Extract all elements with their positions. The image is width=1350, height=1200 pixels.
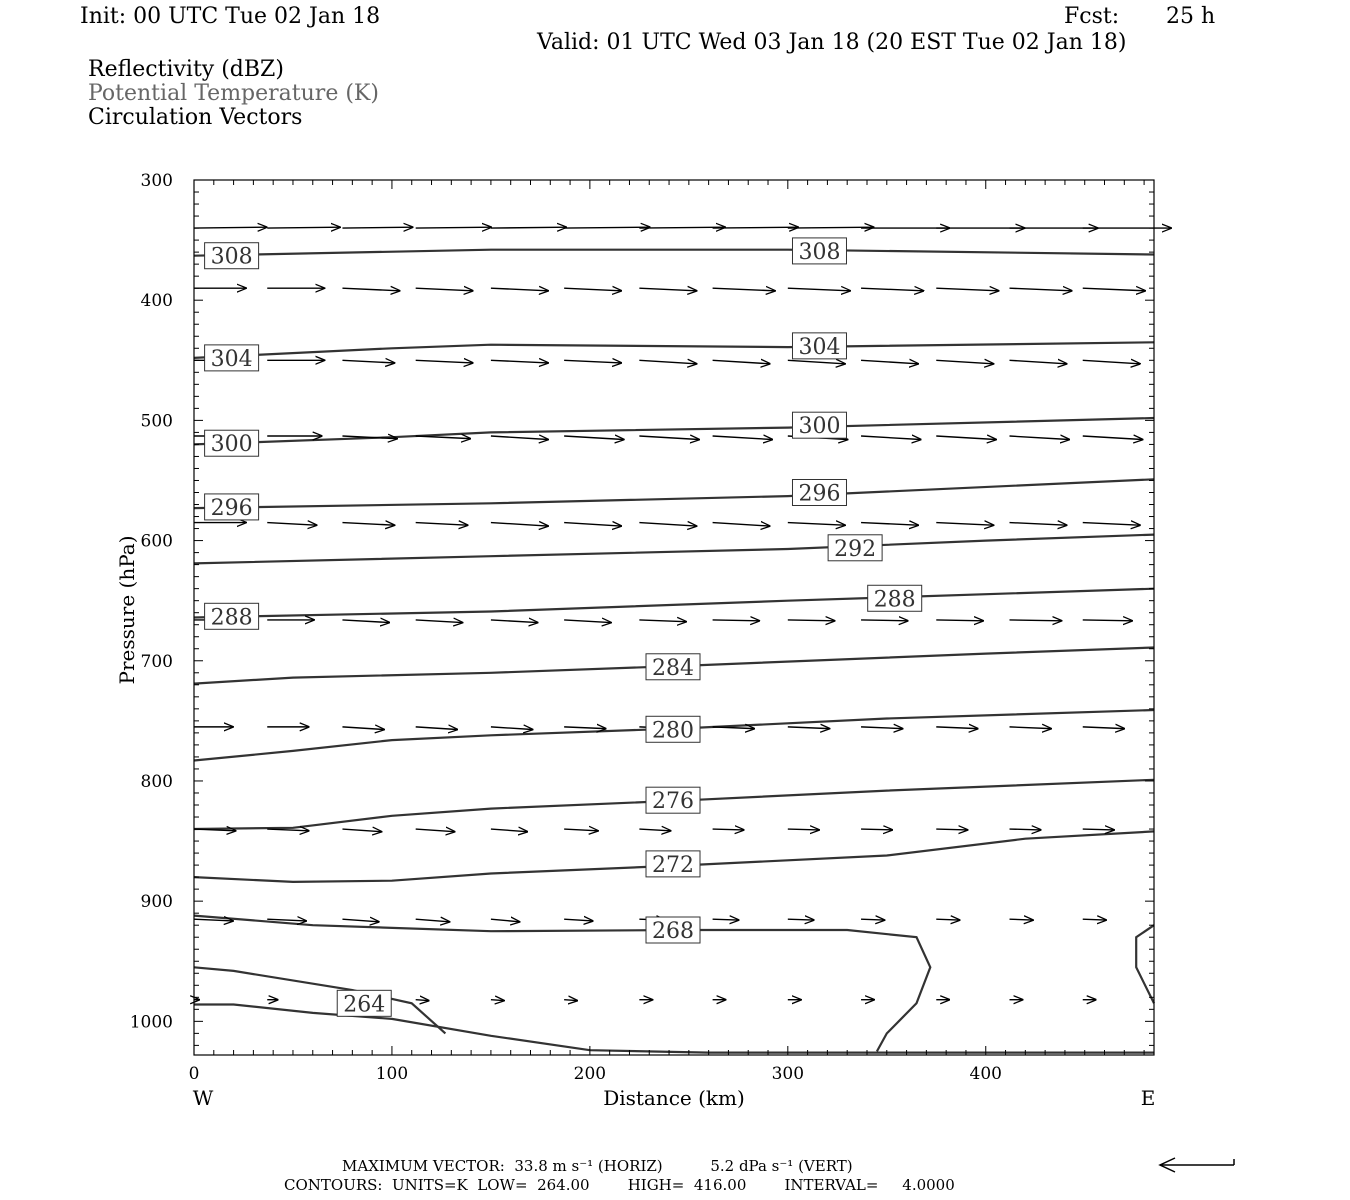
- circulation-vector: [639, 620, 686, 622]
- circulation-vector: [267, 919, 306, 921]
- y-tick-label: 800: [140, 771, 173, 792]
- circulation-vector: [861, 829, 892, 830]
- circulation-vector: [936, 919, 959, 920]
- circulation-vector: [416, 288, 473, 291]
- circulation-vector: [861, 523, 918, 526]
- circulation-vector: [564, 227, 650, 228]
- circulation-vector: [713, 288, 775, 291]
- circulation-vector: [267, 227, 340, 228]
- init-time: Init: 00 UTC Tue 02 Jan 18: [80, 4, 381, 29]
- forecast-label: Fcst:: [1064, 4, 1120, 29]
- x-tick-label: 400: [969, 1064, 1002, 1084]
- circulation-vector: [936, 727, 977, 729]
- circulation-vector: [1010, 919, 1033, 920]
- circulation-vector: [416, 829, 455, 832]
- circulation-vector: [713, 523, 770, 527]
- circulation-vector: [342, 227, 412, 228]
- circulation-vector: [342, 727, 383, 730]
- circulation-vector: [788, 919, 814, 920]
- contour-label-296: 296: [210, 495, 253, 521]
- circulation-vector: [936, 436, 996, 440]
- circulation-vector: [491, 919, 520, 922]
- y-tick-label: 600: [140, 531, 173, 552]
- circulation-vector: [416, 227, 491, 228]
- y-tick-label: 500: [140, 411, 173, 432]
- circulation-vector: [564, 523, 621, 527]
- circulation-vector: [861, 620, 908, 621]
- x-tick-label: 200: [573, 1064, 607, 1084]
- x-axis-label: Distance (km): [603, 1086, 745, 1110]
- circulation-vector: [788, 829, 819, 830]
- circulation-vector: [491, 360, 548, 363]
- x-tick-label: 0: [188, 1064, 200, 1084]
- circulation-vector: [491, 523, 548, 527]
- y-tick-label: 1000: [129, 1012, 173, 1033]
- circulation-vector: [416, 523, 468, 526]
- circulation-vector: [416, 1000, 429, 1001]
- circulation-vector: [1083, 727, 1124, 729]
- circulation-vector: [713, 727, 754, 729]
- contour-label-layer: [205, 238, 922, 1017]
- circulation-vector: [491, 620, 538, 623]
- forecast-hour: 25 h: [1166, 4, 1216, 29]
- circulation-vector: [342, 360, 394, 363]
- circulation-vector: [1010, 436, 1070, 440]
- y-axis-label: Pressure (hPa): [115, 535, 139, 685]
- contour-296: [194, 479, 1154, 508]
- footer-max-vector: MAXIMUM VECTOR: 33.8 m s⁻¹ (HORIZ) 5.2 dPa s⁻¹ (VERT): [342, 1157, 853, 1175]
- circulation-vector: [564, 829, 598, 831]
- circulation-vector: [564, 1000, 577, 1001]
- circulation-vector: [788, 620, 835, 621]
- circulation-vector: [788, 360, 845, 364]
- circulation-vector: [861, 436, 921, 440]
- circulation-vector: [788, 727, 829, 729]
- circulation-vector: [861, 288, 923, 291]
- contour-label-264: 264: [343, 992, 386, 1018]
- circulation-vector: [936, 620, 983, 621]
- circulation-vector: [564, 919, 593, 921]
- circulation-vector: [564, 288, 621, 291]
- y-tick-label: 900: [140, 892, 173, 913]
- contour-label-268: 268: [652, 919, 695, 944]
- circulation-vector: [861, 919, 884, 920]
- valid-time: Valid: 01 UTC Wed 03 Jan 18 (20 EST Tue 02 Jan 18): [537, 30, 1127, 55]
- circulation-vector: [639, 436, 699, 440]
- circulation-vector: [861, 360, 918, 364]
- contour-label-304: 304: [798, 334, 841, 360]
- x-tick-label: 100: [375, 1064, 409, 1084]
- circulation-vector: [1083, 360, 1140, 364]
- contour-label-272: 272: [652, 852, 695, 878]
- circulation-vector: [342, 919, 378, 922]
- footer-contours: CONTOURS: UNITS=K LOW= 264.00 HIGH= 416.00 INTERVAL= 4.0000: [284, 1176, 955, 1194]
- circulation-vector: [416, 727, 457, 730]
- legend-potential-temperature: Potential Temperature (K): [88, 81, 379, 106]
- circulation-vector: [1083, 620, 1132, 621]
- contour-264: [194, 967, 445, 1033]
- x-axis-west-label: W: [192, 1086, 214, 1110]
- circulation-vector: [342, 620, 389, 623]
- circulation-vector: [1010, 620, 1062, 621]
- circulation-vector: [639, 523, 696, 527]
- contour-304: [194, 342, 1154, 358]
- circulation-vector: [1010, 727, 1051, 729]
- contour-label-284: 284: [652, 655, 695, 681]
- contour-label-288: 288: [873, 587, 916, 613]
- circulation-vector: [1083, 523, 1140, 526]
- contour-label-276: 276: [652, 789, 695, 815]
- contour-label-288: 288: [210, 605, 253, 631]
- circulation-vector: [416, 360, 473, 363]
- contour-label-308: 308: [210, 244, 253, 270]
- reference-vector: [1160, 1158, 1234, 1172]
- circulation-vector: [1010, 288, 1072, 291]
- circulation-vector: [936, 360, 993, 364]
- circulation-vector: [1083, 436, 1143, 440]
- circulation-vector: [342, 288, 399, 291]
- circulation-vector: [267, 523, 316, 526]
- circulation-vector: [564, 727, 605, 729]
- circulation-vector: [491, 288, 548, 291]
- contour-308: [194, 250, 1154, 256]
- circulation-vector: [788, 227, 874, 228]
- circulation-vector: [936, 288, 998, 291]
- circulation-vector: [639, 829, 670, 831]
- y-tick-label: 400: [140, 291, 173, 312]
- circulation-vector: [416, 436, 470, 439]
- circulation-vector: [1010, 360, 1067, 364]
- circulation-vector: [861, 727, 902, 729]
- axes-layer: [130, 171, 1154, 1084]
- circulation-vector: [713, 227, 799, 228]
- contour-288: [194, 589, 1154, 618]
- circulation-vector: [194, 919, 233, 921]
- circulation-vector: [491, 727, 532, 730]
- circulation-vector: [194, 227, 267, 228]
- circulation-vector: [491, 436, 548, 440]
- circulation-vector: [491, 829, 527, 832]
- circulation-vector: [639, 288, 696, 291]
- circulation-vector: [1083, 288, 1145, 291]
- circulation-vector: [342, 523, 394, 526]
- circulation-vector: [639, 227, 725, 228]
- circulation-vector: [639, 360, 696, 364]
- contour-label-300: 300: [210, 432, 253, 458]
- contour-label-304: 304: [210, 346, 253, 372]
- x-axis-east-label: E: [1140, 1086, 1156, 1110]
- y-tick-label: 700: [140, 651, 173, 672]
- contour-300: [194, 418, 1154, 444]
- circulation-vector: [342, 829, 381, 832]
- contour-label-292: 292: [834, 536, 877, 562]
- circulation-vector: [491, 227, 566, 228]
- circulation-vector: [713, 436, 773, 440]
- circulation-vector: [936, 523, 993, 526]
- circulation-vector: [713, 620, 760, 621]
- circulation-vector: [416, 919, 450, 922]
- circulation-vector: [416, 620, 463, 623]
- circulation-vector: [713, 829, 744, 830]
- circulation-vector: [713, 919, 739, 920]
- contour-label-308: 308: [798, 239, 841, 265]
- circulation-vector: [1083, 919, 1106, 920]
- circulation-vector: [788, 523, 845, 526]
- legend-reflectivity: Reflectivity (dBZ): [88, 57, 284, 82]
- circulation-vector: [1083, 829, 1114, 830]
- circulation-vector: [1010, 829, 1041, 830]
- circulation-vector: [564, 436, 624, 440]
- contour-292: [194, 535, 1154, 564]
- circulation-vector: [713, 360, 770, 364]
- circulation-vector: [267, 829, 308, 831]
- x-tick-label: 300: [771, 1064, 805, 1084]
- circulation-vector: [1010, 523, 1067, 526]
- y-tick-label: 300: [140, 171, 173, 191]
- circulation-vector: [491, 1000, 504, 1001]
- circulation-vector: [788, 288, 850, 291]
- circulation-vector: [936, 829, 967, 830]
- contour-label-280: 280: [652, 718, 695, 744]
- circulation-vector: [564, 620, 611, 623]
- circulation-vector: [564, 360, 621, 363]
- contour-label-300: 300: [798, 414, 841, 440]
- contour-label-296: 296: [798, 481, 841, 507]
- contour-268: [194, 916, 930, 1052]
- legend-circulation-vectors: Circulation Vectors: [88, 105, 303, 130]
